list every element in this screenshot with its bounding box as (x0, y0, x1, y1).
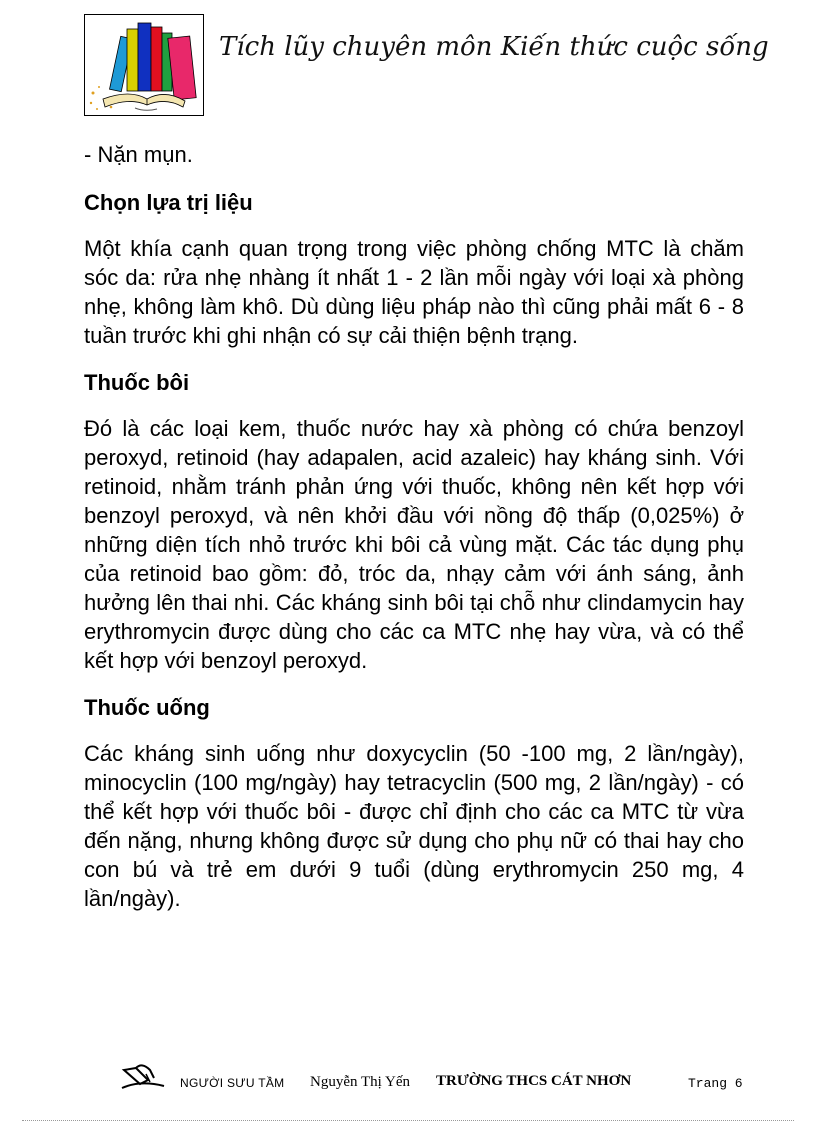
section-paragraph: Các kháng sinh uống như doxycyclin (50 -100 mg, 2 lần/ngày), minocyclin (100 mg/ngày) hay tetracyclin (500 mg, 2 lần/ngày) - có thể kết hợp với thuốc bôi - được chỉ định cho các ca MTC từ vừa đến nặng, nhưng không được sử dụng cho phụ nữ có thai hay cho con bú và trẻ em dưới 9 tuổi (dùng erythromycin 250 mg, 4 lần/ngày). (84, 741, 744, 911)
page-number: Trang 6 (688, 1076, 743, 1091)
collector-label: NGƯỜI SƯU TẦM (180, 1076, 285, 1090)
author-name: Nguyễn Thị Yến (310, 1074, 410, 1090)
header-title: Tích lũy chuyên môn Kiến thức cuộc sống (219, 32, 769, 62)
section-paragraph: Một khía cạnh quan trọng trong việc phòng chống MTC là chăm sóc da: rửa nhẹ nhàng ít nhất 1 - 2 lần mỗi ngày với loại xà phòng nhẹ, không làm khô. Dù dùng liệu pháp nào thì cũng phải mất 6 - 8 tuần trước khi ghi nhận có sự cải thiện bệnh trạng. (84, 236, 744, 348)
document-body (84, 140, 744, 931)
bottom-divider (22, 1120, 794, 1121)
school-name: TRƯỜNG THCS CÁT NHƠN (436, 1073, 632, 1089)
section-heading: Thuốc uống (84, 695, 210, 720)
pen-icon (120, 1060, 168, 1094)
section-heading: Thuốc bôi (84, 370, 190, 395)
page-header (84, 14, 769, 118)
section-heading: Chọn lựa trị liệu (84, 190, 253, 215)
books-icon (84, 14, 204, 116)
intro-line: - Nặn mụn. (84, 142, 193, 167)
page-footer (120, 1060, 760, 1100)
section-paragraph: Đó là các loại kem, thuốc nước hay xà phòng có chứa benzoyl peroxyd, retinoid (hay adapalen, acid azaleic) hay kháng sinh. Với retinoid, nhằm tránh phản ứng với thuốc, không nên kết hợp với benzoyl peroxyd, và nên khởi đầu với nồng độ thấp (0,025%) ở những diện tích nhỏ trước khi bôi cả vùng mặt. Các tác dụng phụ của retinoid bao gồm: đỏ, tróc da, nhạy cảm với ánh sáng, ảnh hưởng lên thai nhi. Các kháng sinh bôi tại chỗ như clindamycin hay erythromycin được dùng cho các ca MTC nhẹ hay vừa, và có thể kết hợp với benzoyl peroxyd. (84, 416, 744, 673)
